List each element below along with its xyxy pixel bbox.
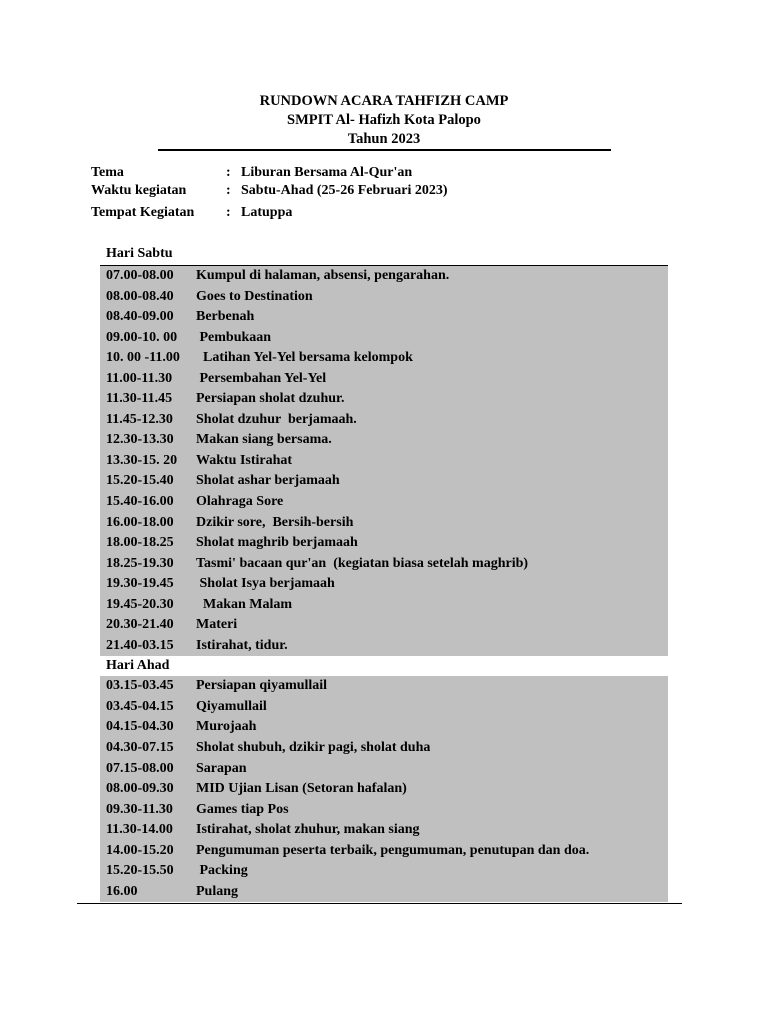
schedule-row: [100, 513, 668, 534]
time-cell: 15.20-15.40: [106, 473, 174, 489]
activity-cell: Waktu Istirahat: [196, 452, 293, 468]
schedule-row: [100, 882, 668, 903]
activity-cell: Sholat Isya berjamaah: [196, 576, 335, 592]
info-colon: :: [226, 165, 231, 180]
schedule-table: [100, 244, 668, 902]
time-cell: 09.30-11.30: [106, 801, 173, 817]
time-cell: 18.25-19.30: [106, 555, 174, 571]
schedule-row: [100, 861, 668, 882]
schedule-row: [100, 779, 668, 800]
schedule-row: [100, 451, 668, 472]
activity-cell: Sholat dzuhur berjamaah.: [196, 411, 357, 427]
info-colon: :: [226, 205, 231, 220]
day-heading: Hari Sabtu: [100, 244, 668, 266]
time-cell: 09.00-10. 00: [106, 329, 178, 345]
time-cell: 15.40-16.00: [106, 494, 174, 510]
time-cell: 12.30-13.30: [106, 432, 174, 448]
time-cell: 07.00-08.00: [106, 268, 174, 283]
activity-cell: Pembukaan: [196, 329, 272, 345]
activity-cell: Sholat maghrib berjamaah: [196, 535, 358, 551]
schedule-row: [100, 389, 668, 410]
time-cell: 16.00: [106, 883, 138, 899]
activity-cell: Persembahan Yel-Yel: [196, 370, 327, 386]
schedule-row: [100, 328, 668, 349]
activity-cell: Makan siang bersama.: [196, 432, 332, 448]
schedule-row: [100, 307, 668, 328]
schedule-row: [100, 533, 668, 554]
school-name: SMPIT Al- Hafizh Kota Palopo: [287, 112, 481, 128]
day-heading: Hari Ahad: [100, 656, 668, 676]
activity-cell: Kumpul di halaman, absensi, pengarahan.: [196, 268, 450, 283]
activity-cell: Pengumuman peserta terbaik, pengumuman, penutupan dan doa.: [196, 842, 590, 858]
info-value: Liburan Bersama Al-Qur'an: [241, 165, 413, 180]
schedule-row: [100, 410, 668, 431]
schedule-row: [100, 615, 668, 636]
schedule-row: [100, 636, 668, 657]
time-cell: 08.00-08.40: [106, 288, 174, 304]
time-cell: 08.40-09.00: [106, 309, 174, 325]
schedule-row: [100, 738, 668, 759]
activity-cell: Olahraga Sore: [196, 494, 284, 510]
schedule-row: [100, 759, 668, 780]
time-cell: 03.45-04.15: [106, 698, 174, 714]
activity-cell: Istirahat, tidur.: [196, 637, 288, 653]
title-divider: [158, 149, 611, 151]
time-cell: 16.00-18.00: [106, 514, 174, 530]
schedule-row: [100, 554, 668, 575]
time-cell: 11.30-14.00: [106, 822, 173, 838]
schedule-row: [100, 369, 668, 390]
info-label: Waktu kegiatan: [91, 183, 187, 198]
time-cell: 11.30-11.45: [106, 391, 173, 407]
schedule-row: [100, 717, 668, 738]
time-cell: 13.30-15. 20: [106, 452, 178, 468]
activity-cell: Materi: [196, 617, 238, 633]
time-cell: 03.15-03.45: [106, 678, 174, 694]
info-colon: :: [226, 183, 231, 198]
activity-cell: Berbenah: [196, 309, 255, 325]
activity-cell: Persiapan qiyamullail: [196, 678, 328, 694]
info-value: Sabtu-Ahad (25-26 Februari 2023): [241, 183, 448, 198]
schedule-row: [100, 492, 668, 513]
time-cell: 11.45-12.30: [106, 411, 173, 427]
activity-cell: Packing: [196, 863, 248, 879]
activity-cell: Games tiap Pos: [196, 801, 289, 817]
info-value: Latuppa: [241, 205, 293, 220]
activity-cell: Qiyamullail: [196, 698, 267, 714]
activity-cell: Istirahat, sholat zhuhur, makan siang: [196, 822, 420, 838]
time-cell: 10. 00 -11.00: [106, 350, 180, 366]
time-cell: 04.30-07.15: [106, 740, 174, 756]
schedule-row: [100, 800, 668, 821]
activity-cell: Persiapan sholat dzuhur.: [196, 391, 345, 407]
activity-cell: Pulang: [196, 883, 239, 899]
activity-cell: Sholat ashar berjamaah: [196, 473, 340, 489]
schedule-row: [100, 266, 668, 287]
time-cell: 20.30-21.40: [106, 617, 174, 633]
time-cell: 18.00-18.25: [106, 535, 174, 551]
schedule-row: [100, 676, 668, 697]
time-cell: 19.45-20.30: [106, 596, 174, 612]
info-label: Tema: [91, 165, 124, 180]
table-bottom-rule: [77, 903, 682, 904]
info-label: Tempat Kegiatan: [91, 205, 195, 220]
time-cell: 07.15-08.00: [106, 760, 174, 776]
schedule-row: [100, 574, 668, 595]
activity-cell: Dzikir sore, Bersih-bersih: [196, 514, 354, 530]
activity-cell: Sholat shubuh, dzikir pagi, sholat duha: [196, 740, 431, 756]
schedule-row: [100, 430, 668, 451]
schedule-row: [100, 820, 668, 841]
activity-cell: Sarapan: [196, 760, 247, 776]
activity-cell: MID Ujian Lisan (Setoran hafalan): [196, 781, 407, 797]
time-cell: 08.00-09.30: [106, 781, 174, 797]
activity-cell: Tasmi' bacaan qur'an (kegiatan biasa setelah maghrib): [196, 555, 529, 571]
schedule-row: [100, 287, 668, 308]
schedule-row: [100, 348, 668, 369]
activity-cell: Latihan Yel-Yel bersama kelompok: [196, 350, 413, 366]
schedule-row: [100, 697, 668, 718]
time-cell: 15.20-15.50: [106, 863, 174, 879]
time-cell: 14.00-15.20: [106, 842, 174, 858]
activity-cell: Murojaah: [196, 719, 257, 735]
activity-cell: Makan Malam: [196, 596, 293, 612]
schedule-row: [100, 471, 668, 492]
time-cell: 19.30-19.45: [106, 576, 174, 592]
year-label: Tahun 2023: [347, 131, 421, 147]
document-title: RUNDOWN ACARA TAHFIZH CAMP: [259, 93, 509, 109]
activity-cell: Goes to Destination: [196, 288, 313, 304]
time-cell: 11.00-11.30: [106, 370, 173, 386]
schedule-row: [100, 595, 668, 616]
schedule-row: [100, 841, 668, 862]
time-cell: 21.40-03.15: [106, 637, 174, 653]
time-cell: 04.15-04.30: [106, 719, 174, 735]
